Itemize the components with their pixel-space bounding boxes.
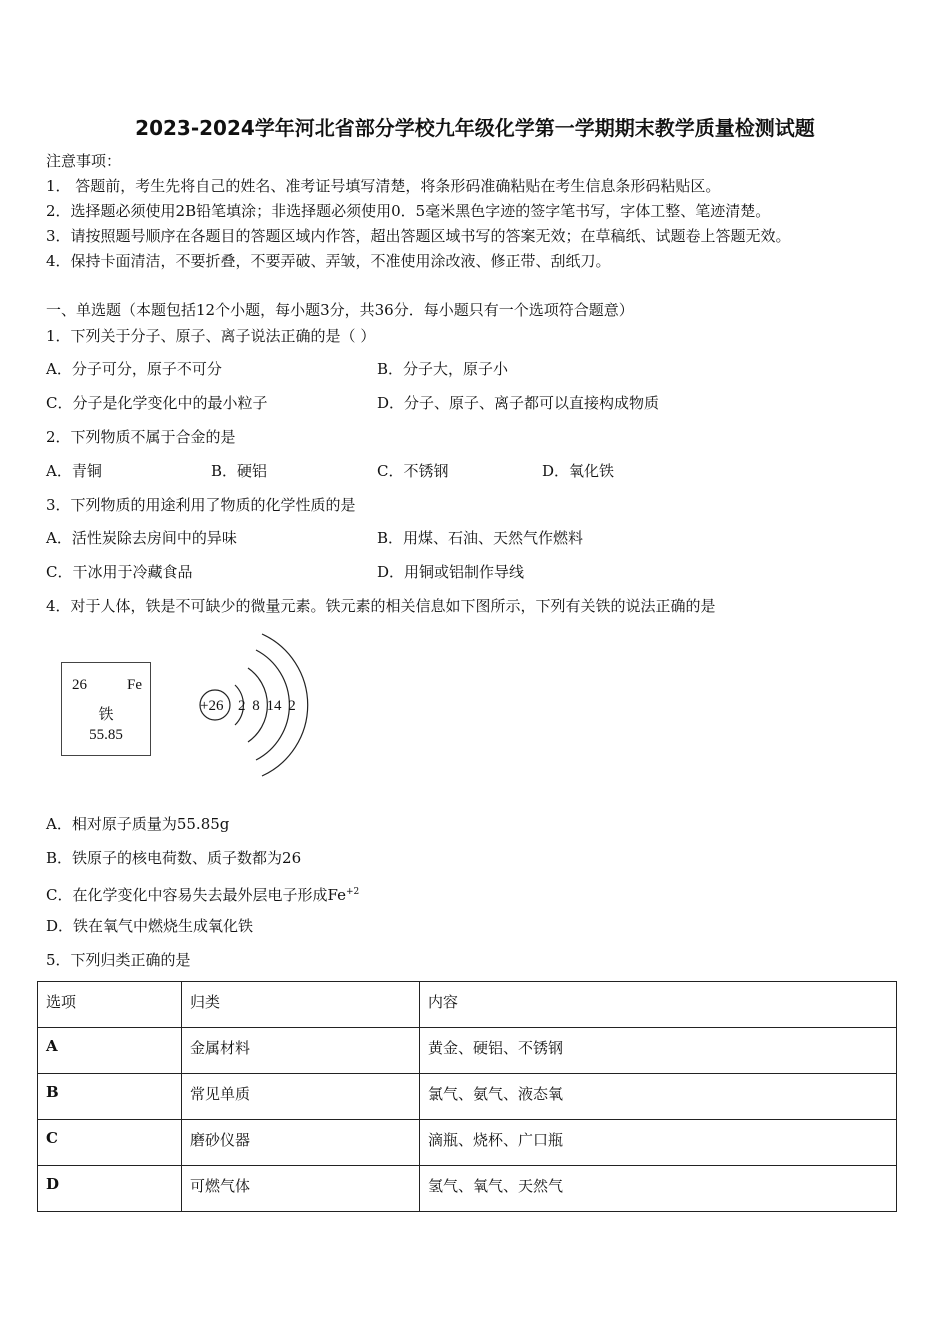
q2-stem: 2．下列物质不属于合金的是 — [46, 428, 236, 446]
classification-table — [37, 981, 897, 1212]
table-row — [38, 1166, 897, 1212]
q1-stem: 1．下列关于分子、原子、离子说法正确的是（ ） — [46, 327, 376, 345]
table-cell: 常见单质 — [182, 1074, 420, 1120]
q3-option-a: A．活性炭除去房间中的异味 — [46, 529, 237, 547]
electron-counts: 2 8 14 2 — [238, 698, 296, 714]
table-header-row — [38, 982, 897, 1028]
table-row — [38, 1028, 897, 1074]
table-cell: 黄金、硬铝、不锈钢 — [420, 1028, 897, 1074]
q4-option-a: A．相对原子质量为55.85g — [46, 815, 230, 833]
element-name: 铁 — [98, 707, 114, 723]
q2-option-d: D．氧化铁 — [542, 462, 615, 480]
q2-option-c: C．不锈钢 — [377, 462, 449, 480]
q5-stem: 5．下列归类正确的是 — [46, 951, 191, 969]
atomic-mass: 55.85 — [89, 727, 123, 743]
notice-item: 1． 答题前，考生先将自己的姓名、准考证号填写清楚，将条形码准确粘贴在考生信息条形码粘贴区。 — [46, 177, 721, 195]
q3-option-c: C．干冰用于冷藏食品 — [46, 563, 193, 581]
page-title: 2023-2024学年河北省部分学校九年级化学第一学期期末教学质量检测试题 — [135, 116, 815, 140]
table-cell: 可燃气体 — [182, 1166, 420, 1212]
nucleus-charge: +26 — [200, 698, 224, 714]
table-cell: B — [38, 1074, 182, 1120]
table-cell: 滴瓶、烧杯、广口瓶 — [420, 1120, 897, 1166]
q4-option-c-text: C．在化学变化中容易失去最外层电子形成Fe — [46, 886, 346, 904]
element-symbol: Fe — [127, 677, 142, 693]
table-cell: D — [38, 1166, 182, 1212]
table-cell: 金属材料 — [182, 1028, 420, 1074]
q4-option-b: B．铁原子的核电荷数、质子数都为26 — [46, 849, 302, 867]
table-cell: 磨砂仪器 — [182, 1120, 420, 1166]
header-cell: 归类 — [182, 982, 420, 1028]
header-cell: 内容 — [420, 982, 897, 1028]
q3-stem: 3．下列物质的用途利用了物质的化学性质的是 — [46, 496, 356, 514]
q4-option-d: D．铁在氧气中燃烧生成氧化铁 — [46, 917, 254, 935]
q1-option-c: C．分子是化学变化中的最小粒子 — [46, 394, 268, 412]
atom-structure-diagram — [190, 630, 310, 780]
q4-option-c-charge: +2 — [345, 887, 360, 897]
table-cell: A — [38, 1028, 182, 1074]
notice-item: 2．选择题必须使用2B铅笔填涂；非选择题必须使用0．5毫米黑色字迹的签字笔书写，字体工整、笔迹清楚。 — [46, 202, 771, 220]
atomic-number: 26 — [72, 677, 87, 693]
q1-option-b: B．分子大，原子小 — [377, 360, 509, 378]
q1-option-d: D．分子、原子、离子都可以直接构成物质 — [377, 394, 660, 412]
notice-item: 3．请按照题号顺序在各题目的答题区域内作答，超出答题区域书写的答案无效；在草稿纸、试题卷上答题无效。 — [46, 227, 791, 245]
q4-stem: 4．对于人体，铁是不可缺少的微量元素。铁元素的相关信息如下图所示，下列有关铁的说法正确的是 — [46, 597, 716, 615]
header-cell: 选项 — [38, 982, 182, 1028]
section-heading: 一、单选题（本题包括12个小题，每小题3分，共36分．每小题只有一个选项符合题意） — [46, 301, 634, 319]
q2-option-b: B．硬铝 — [211, 462, 268, 480]
q1-option-a: A．分子可分，原子不可分 — [46, 360, 222, 378]
notice-item: 4．保持卡面清洁，不要折叠，不要弄破、弄皱，不准使用涂改液、修正带、刮纸刀。 — [46, 252, 611, 270]
q3-option-b: B．用煤、石油、天然气作燃料 — [377, 529, 584, 547]
table-cell: C — [38, 1120, 182, 1166]
table-row — [38, 1120, 897, 1166]
q2-option-a: A．青铜 — [46, 462, 102, 480]
table-cell: 氢气、氧气、天然气 — [420, 1166, 897, 1212]
q3-option-d: D．用铜或铝制作导线 — [377, 563, 525, 581]
q4-option-c — [46, 882, 359, 905]
element-card-iron — [61, 662, 151, 756]
table-cell: 氯气、氨气、液态氧 — [420, 1074, 897, 1120]
notice-heading: 注意事项： — [46, 152, 122, 170]
table-row — [38, 1074, 897, 1120]
